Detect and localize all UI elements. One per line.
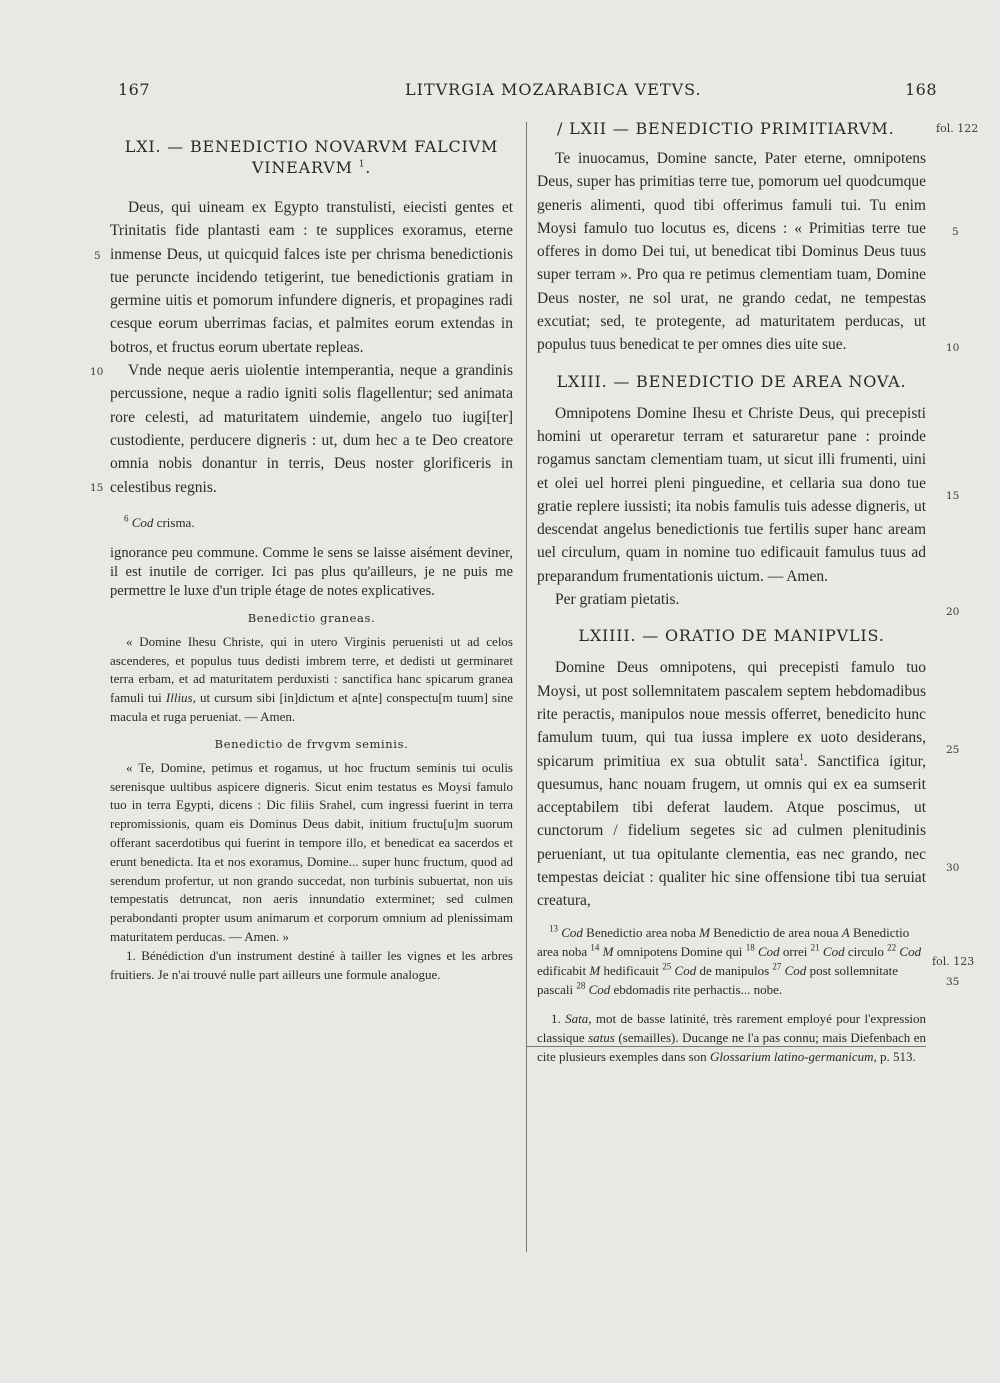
- section-title-lxiii: LXIII. — BENEDICTIO DE AREA NOVA.: [556, 371, 907, 391]
- paragraph: Vnde neque aeris uiolentie intemperantia, neque a grandinis percussione, neque a radio igniti solis flagellentur; sed animata rore celesti, ad maturitatem uindemie, angelo tuo iugi[ter] custodiente, perducere digneris : ut, dum hec a te Deo creatore omnia nobis donantur in terris, Deus noster glorificeris in celestibus regnis.: [110, 362, 513, 496]
- right-column: [537, 112, 926, 1066]
- paragraph: Domine Deus omnipotens, qui precepisti famulo tuo Moysi, ut post sollemnitatem pascalem septem hebdomadibus rite peractis, manipulos noue messis offerret, benedicito hunc famulum tuum, qui tua iussa implere ex uoto desiderans, spicarum primitiua ex sua obtulit sata$^1$. Sanctifica igitur, quesumus, hanc nouam frugem, ut omnis qui ex ea sumserit acceptabilem tibi deferat laudem. Atque poscimus, ut cunctorum / fidelium segetes sic ad culmen plenitudinis perueniant, ut tua opitulante clementia, eas nec grando, nec tempestas deiciat : qualiter hic sine offensione tibi tua seruiat creatura,: [537, 659, 926, 910]
- line-number: 25: [946, 744, 960, 756]
- variant-note: $^6$ Cod crisma.: [124, 513, 195, 530]
- paragraph: Te inuocamus, Domine sancte, Pater eterne, omnipotens Deus, super has primitias terre tue, pomorum uel quodcumque generis alimenti, quod tibi offerimus famuli tui. Tu enim Moysi famulo tuo locutus es, dicens : « Primitias terre tue offeres in domo Dei tui, ut benedicat tibi Dominus Deus tuus super terram ». Pro qua re petimus clementiam tuam, Domine Deus noster, ne sol urat, ne grando cedat, ne tempestas excutiat; sed, te protegente, ad maturitatem perducas, ut populus tuus benedicat te per omnes dies uite sue.: [537, 150, 926, 354]
- footnote-ref: 1: [358, 159, 366, 170]
- page-number-left: 167: [118, 80, 151, 99]
- column-rule: [526, 122, 527, 1252]
- subheading-graneas: Benedictio graneas.: [247, 610, 376, 625]
- section-title-lxii: / LXII — BENEDICTIO PRIMITIARVM.: [557, 119, 895, 138]
- continuation-paragraph: ignorance peu commune. Comme le sens se laisse aisément deviner, il est inutile de corriger. Ici pas plus qu'ailleurs, je ne puis me permettre le luxe d'un triple étage de notes explicatives.: [110, 544, 513, 599]
- paragraph: Omnipotens Domine Ihesu et Christe Deus, qui precepisti homini ut operaretur terram et saturaretur pane : proinde rogamus sanctam clementiam tuam, ut sicut illi frumenti, uini et olei uel horrei pleni pinguedine, et cellaria sua dono tue gratie replere iussisti; ita nobis famulis tuis adesse digneris, ut descendat angelus benedictionis tue fertilis super hanc aream uel circulum, quam in nomine tuo edificauit famulus tuus ad preparandum frumentationis uictum. — Amen.: [537, 404, 926, 585]
- footnote-1-right: 1. Sata, mot de basse latinité, très rarement employé pour l'expression classique satus (semailles). Ducange ne l'a pas connu; mais Diefenbach en cite plusieurs exemples dans son Glossarium latino-germanicum, p. 513.: [537, 1010, 927, 1064]
- line-number: 35: [946, 976, 960, 988]
- benediction-text: « Domine Ihesu Christe, qui in utero Virginis peruenisti ut ad celos ascenderes, et populus tuus dedisti imbrem terre, et dedisti ut germinaret terra erbam, et ad maturitatem perduxisti : sanctifica hanc spicarum granea famuli tui Illius, ut cursum sibi [in]dictum et a[nte] conspectu[m tuum] sine macula et ruga perueniat. — Amen.: [110, 633, 513, 725]
- page-number-right: 168: [905, 80, 938, 99]
- line-number: 15: [946, 490, 960, 502]
- section-title-lxiiii: LXIIII. — ORATIO DE MANIPVLIS.: [578, 626, 885, 646]
- line-number: 10: [90, 366, 104, 378]
- left-column: [110, 112, 513, 984]
- line-number: 30: [946, 862, 960, 874]
- benediction-text: « Te, Domine, petimus et rogamus, ut hoc fructum seminis tui oculis serenisque uultibus aspicere digneris. Sicut enim testatus es Moysi famulo tuo in terra Egypti, dicens : Dic filiis Srahel, cum ingressi fuerint in terra repromissionis, quam eis Dominus Deus dabit, initium fructu[u]m suorum offerant sacerdotibus qui fuerint in tempore illo, et benedicat ea sacerdos et erunt benedicta. Ita et nos exoramus, Domine... super hunc fructum, quod ad serendum profertur, ut non grando succedat, non turbinis subuertat, non uis tempestatis detruncat, non aeris innundatio exterminet; sed culmen perabondanti propter usum animarum et corporum omnium ad plenissimam maturitatem perducas. — Amen. »: [110, 759, 513, 945]
- paragraph: Deus, qui uineam ex Egypto transtulisti, eiecisti gentes et Trinitatis fide plantasti eam : te supplices exoramus, eterne inmense Deus, ut quicquid falces iste per chrisma benedictionis tue peruncte incidendo tetigerint, tue benedictionis gratiam in germine uitis et pomorum infundere digneris, et propagines radi cesque eorum uberrimas facias, et palmites eorum extendas in botros, et fructus eorum ubertate repleas.: [110, 199, 513, 356]
- running-title: LITVRGIA MOZARABICA VETVS.: [405, 80, 702, 99]
- footnote-1: 1. Bénédiction d'un instrument destiné à tailler les vignes et les arbres fruitiers. Je n'ai trouvé nulle part ailleurs une formule analogue.: [110, 947, 513, 982]
- variant-notes: $^{13}$ Cod Benedictio area noba M Benedictio de area noua A Benedictio area noba $^{14}$ M omnipotens Domine qui $^{18}$ Cod orrei $^{21}$ Cod circulo $^{22}$ Cod edificabit M hedificauit $^{25}$ Cod de manipulos $^{27}$ Cod post sollemnitate pascali $^{28}$ Cod ebdomadis rite perhactis... nobe.: [537, 923, 922, 997]
- line-number: 5: [94, 250, 101, 262]
- line-number: 10: [946, 342, 960, 354]
- subheading-frugum: Benedictio de frvgvm seminis.: [214, 736, 409, 751]
- folio-marker: fol. 122: [936, 122, 979, 135]
- paragraph: Per gratiam pietatis.: [555, 591, 680, 609]
- line-number: 5: [952, 226, 959, 238]
- folio-marker: fol. 123: [932, 955, 975, 968]
- line-number: 20: [946, 606, 960, 618]
- section-title-lxi: LXI. — BENEDICTIO NOVARVM FALCIVM VINEARVM $^1$.: [124, 137, 499, 177]
- line-number: 15: [90, 482, 104, 494]
